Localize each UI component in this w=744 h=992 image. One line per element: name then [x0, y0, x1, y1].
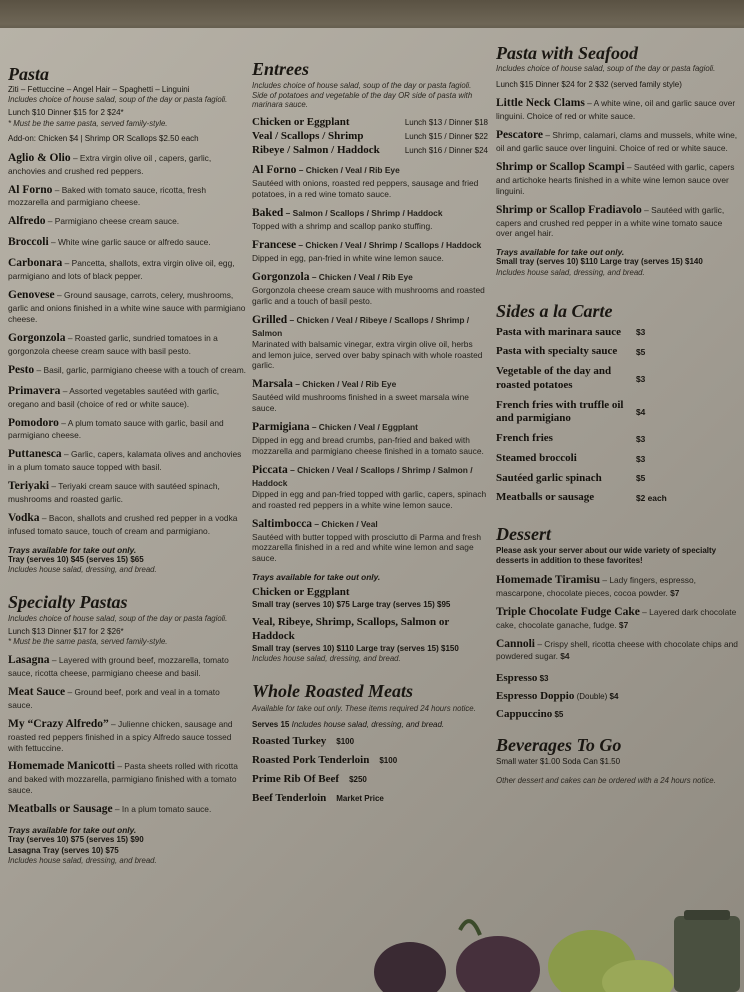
entree-price-table — [252, 116, 488, 157]
seafood-prices: Lunch $15 Dinner $24 for 2 $32 (served family style) — [496, 79, 682, 89]
menu-page — [0, 28, 744, 992]
entrees-note: Includes choice of house salad, soup of the day or pasta fagioli. Side of potatoes and vegetable of the day OR side of pasta with marinara sauce. — [252, 81, 473, 110]
dessert-name: Homemade Tiramisu — [496, 573, 601, 586]
dessert-description: – Layered dark chocolate cake, chocolate ganache, fudge. — [496, 606, 737, 630]
menu-item — [8, 416, 246, 442]
item-description: – Shrimp, calamari, clams and mussels, white wine, oil and garlic sauce over linguini. Choice of red or white sauce. — [496, 129, 738, 153]
meats-serves-label: Serves 15 — [252, 719, 290, 729]
menu-item — [8, 151, 246, 177]
seafood-note: Includes choice of house salad, soup of the day or pasta fagioli. — [496, 64, 716, 73]
sides-title: Sides a la Carte — [496, 300, 613, 321]
entree-name: Saltimbocca — [252, 517, 313, 530]
side-name: Sautéed garlic spinach — [496, 471, 602, 484]
side-item — [496, 472, 738, 486]
meat-item — [252, 750, 488, 768]
item-description: – Assorted vegetables sautéed with garlic, oregano and basil (choice of red or white sauce). — [8, 385, 220, 409]
side-name: Meatballs or sausage — [496, 491, 595, 504]
menu-item — [8, 511, 246, 537]
pasta-addon: Add-on: Chicken $4 | Shrimp OR Scallops $2.50 each — [8, 134, 199, 144]
coffee-price: $5 — [552, 710, 564, 720]
item-name: Gorgonzola — [8, 331, 66, 344]
meat-name: Roasted Turkey — [252, 735, 327, 748]
side-price: $5 — [636, 347, 646, 358]
meats-title: Whole Roasted Meats — [252, 681, 414, 702]
beverages-section — [496, 736, 738, 785]
meats-serves — [252, 720, 488, 730]
item-description: – Garlic, capers, kalamata olives and anchovies in a plum tomato sauce topped with basil. — [8, 449, 242, 473]
side-name: Pasta with specialty sauce — [496, 345, 618, 358]
entree-item — [252, 463, 488, 511]
entree-price-row — [252, 130, 488, 144]
dessert-description: – Lady fingers, espresso, mascarpone, chocolate pieces, cocoa powder. — [496, 574, 696, 598]
entree-trays-title: Trays available for take out only. — [252, 572, 381, 583]
item-name: Genovese — [8, 289, 55, 302]
side-item — [496, 432, 738, 446]
item-name: Broccoli — [8, 236, 49, 249]
specialty-title: Specialty Pastas — [8, 592, 128, 613]
item-name: Lasagna — [8, 653, 50, 666]
coffee-price: $3 — [537, 674, 549, 684]
entree-name: Parmigiana — [252, 421, 310, 434]
specialty-section — [8, 593, 246, 866]
entree-name: Gorgonzola — [252, 270, 310, 283]
pasta-title: Pasta — [8, 64, 50, 84]
specialty-includes-note: Includes choice of house salad, soup of the day or pasta fagioli. — [8, 614, 228, 624]
entree-options: – Chicken / Veal — [312, 518, 378, 529]
item-description: – Baked with tomato sauce, ricotta, fresh mozzarella and parmigiano cheese. — [8, 184, 207, 208]
entree-item — [252, 163, 488, 200]
menu-item — [8, 256, 246, 282]
item-description: – A white wine, oil and garlic sauce over linguini. Choice of red or white sauce. — [496, 98, 736, 122]
menu-item — [8, 653, 246, 679]
dessert-item — [496, 573, 738, 599]
entree-item — [252, 206, 488, 232]
entree-options: – Chicken / Veal / Shrimp / Scallops / Haddock — [296, 240, 482, 251]
side-price: $3 — [636, 453, 646, 464]
item-description: – Parmigiano cheese cream sauce. — [45, 216, 180, 227]
entree-category-price: Lunch $15 / Dinner $22 — [404, 131, 488, 141]
dessert-list — [496, 573, 738, 663]
menu-item — [8, 384, 246, 410]
item-name: Alfredo — [8, 215, 46, 228]
dessert-price: $7 — [667, 587, 680, 598]
dessert-name: Triple Chocolate Fudge Cake — [496, 605, 640, 618]
entree-description: Sautéed with onions, roasted red peppers, sausage and fried potatoes, in a red wine tomato sauce. — [252, 178, 479, 200]
jar-lid-shape — [684, 910, 730, 920]
entree-options: – Chicken / Veal / Ribeye / Scallops / Shrimp / Salmon — [252, 314, 470, 338]
menu-item — [496, 203, 738, 240]
column-right — [496, 44, 738, 786]
entree-tray1-name: Chicken or Eggplant — [252, 586, 350, 599]
side-item — [496, 326, 738, 340]
coffee-extra: (Double) — [574, 692, 608, 702]
item-name: Pescatore — [496, 128, 544, 141]
item-description: – Ground beef, pork and veal in a tomato sauce. — [8, 686, 220, 710]
entree-description: Sautéed wild mushrooms finished in a sweet marsala wine sauce. — [252, 392, 469, 414]
coffee-item — [496, 704, 738, 722]
menu-item — [8, 331, 246, 357]
menu-item — [8, 288, 246, 325]
menu-item — [496, 128, 738, 154]
entree-price-row — [252, 144, 488, 158]
side-item — [496, 491, 738, 505]
stem-shape — [460, 921, 480, 935]
item-name: Homemade Manicotti — [8, 760, 115, 773]
item-description: – Layered with ground beef, mozzarella, tomato sauce, ricotta cheese, parmigiano cheese and basil. — [8, 654, 229, 678]
item-name: Shrimp or Scallop Scampi — [496, 160, 625, 173]
entree-heading — [252, 463, 488, 489]
meats-list — [252, 731, 488, 806]
column-left — [8, 65, 246, 866]
meat-price: Market Price — [336, 794, 384, 804]
entree-name: Grilled — [252, 313, 288, 326]
entree-options: – Chicken / Veal / Scallops / Shrimp / Salmon / Haddock — [252, 464, 473, 488]
side-name: Steamed broccoli — [496, 451, 577, 464]
entree-item — [252, 313, 488, 372]
item-description: – Ground sausage, carrots, celery, mushrooms, garlic and onions finished in a white wine sauce with parmigiano cheese. — [8, 290, 246, 324]
item-description: – Basil, garlic, parmigiano cheese with a touch of cream. — [34, 364, 246, 375]
entree-options: – Salmon / Scallops / Shrimp / Haddock — [283, 208, 443, 219]
menu-item — [8, 685, 246, 711]
pasta-trays-title: Trays available for take out only. — [8, 544, 137, 555]
item-name: Shrimp or Scallop Fradiavolo — [496, 203, 642, 216]
meats-note: Available for take out only. These items required 24 hours notice. — [252, 704, 476, 714]
meat-item — [252, 731, 488, 749]
side-price: $5 — [636, 473, 646, 484]
entree-description: Gorgonzola cheese cream sauce with mushrooms and roasted garlic and a touch of basil pesto. — [252, 284, 485, 306]
entree-list — [252, 163, 488, 564]
seafood-title: Pasta with Seafood — [496, 43, 639, 63]
beverages-note: Other dessert and cakes can be ordered with a 24 hours notice. — [496, 775, 716, 785]
meat-name: Prime Rib Of Beef — [252, 773, 340, 786]
column-middle — [252, 60, 488, 806]
side-item — [496, 345, 738, 359]
side-item — [496, 452, 738, 466]
dessert-name: Cannoli — [496, 637, 535, 650]
entree-tray2-line: Small tray (serves 10) $110 Large tray (serves 15) $150 — [252, 643, 459, 653]
entree-name: Francese — [252, 239, 297, 252]
meat-item — [252, 788, 488, 806]
item-description: – Bacon, shallots and crushed red pepper in a vodka infused tomato sauce, touch of cream and parmigiano. — [8, 513, 238, 537]
coffee-price: $4 — [607, 692, 619, 702]
item-name: Teriyaki — [8, 480, 50, 493]
pasta-includes-note: Includes choice of house salad, soup of the day or pasta fagioli. — [8, 95, 228, 105]
pasta-trays-line: Tray (serves 10) $45 (serves 15) $65 — [8, 554, 144, 564]
specialty-list — [8, 653, 246, 817]
meat-price: $100 — [336, 737, 355, 747]
entree-category-price: Lunch $13 / Dinner $18 — [404, 118, 488, 128]
dessert-title: Dessert — [496, 524, 551, 545]
entree-item — [252, 420, 488, 457]
entree-category: Chicken or Eggplant — [252, 116, 350, 129]
entree-trays-note: Includes house salad, dressing, and bread. — [252, 654, 401, 664]
beverages-line: Small water $1.00 Soda Can $1.50 — [496, 757, 621, 767]
meat-item — [252, 769, 488, 787]
pasta-family-note: * Must be the same pasta, served family-style. — [8, 118, 168, 128]
menu-item — [8, 717, 246, 754]
specialty-trays-line2: Lasagna Tray (serves 10) $75 — [8, 845, 119, 855]
entree-heading — [252, 163, 488, 178]
pasta-types: Ziti – Fettuccine – Angel Hair – Spaghetti – Linguini — [8, 85, 190, 94]
meat-name: Roasted Pork Tenderloin — [252, 754, 370, 767]
entree-category: Ribeye / Salmon / Haddock — [252, 143, 380, 156]
entree-options: – Chicken / Veal / Eggplant — [309, 422, 418, 433]
entree-options: – Chicken / Veal / Rib Eye — [309, 271, 413, 282]
specialty-prices: Lunch $13 Dinner $17 for 2 $26* — [8, 626, 124, 636]
side-price: $4 — [636, 407, 646, 418]
entree-item — [252, 517, 488, 565]
pasta-trays-note: Includes house salad, dressing, and bread. — [8, 565, 157, 575]
coffee-item — [496, 686, 738, 704]
seafood-trays-line: Small tray (serves 10) $110 Large tray (serves 15) $140 — [496, 257, 703, 267]
dessert-item — [496, 605, 738, 631]
item-description: – Roasted garlic, sundried tomatoes in a gorgonzola cheese cream sauce with basil pesto. — [8, 332, 218, 356]
entree-options: – Chicken / Veal / Rib Eye — [296, 165, 400, 176]
pasta-section — [8, 65, 246, 575]
entree-options: – Chicken / Veal / Rib Eye — [292, 379, 397, 390]
entree-name: Al Forno — [252, 164, 297, 177]
dessert-price: $7 — [616, 619, 629, 630]
entree-category: Veal / Scallops / Shrimp — [252, 129, 364, 142]
entree-heading — [252, 270, 488, 285]
item-name: My “Crazy Alfredo” — [8, 717, 109, 730]
onion-shape — [456, 936, 540, 992]
item-description: – A plum tomato sauce with garlic, basil and parmigiano cheese. — [8, 417, 224, 441]
side-price: $3 — [636, 373, 646, 384]
menu-item — [8, 802, 246, 817]
side-item — [496, 399, 738, 427]
meats-section — [252, 682, 488, 806]
entree-heading — [252, 517, 488, 532]
meat-price: $100 — [379, 756, 398, 766]
item-description: – Extra virgin olive oil , capers, garlic, anchovies and crushed red peppers. — [8, 152, 212, 176]
side-name: French fries with truffle oil and parmigiano — [496, 398, 624, 425]
coffee-list — [496, 668, 738, 722]
coffee-name: Cappuccino — [496, 708, 553, 721]
menu-item — [8, 759, 246, 796]
entree-category-price: Lunch $16 / Dinner $24 — [404, 145, 488, 155]
entree-price-row — [252, 116, 488, 130]
entrees-section — [252, 60, 488, 664]
menu-item — [8, 214, 246, 229]
menu-item — [496, 96, 738, 122]
entree-tray1-line: Small tray (serves 10) $75 Large tray (serves 15) $95 — [252, 600, 451, 610]
item-description: – Julienne chicken, sausage and roasted red peppers finished in a spicy Alfredo sauce tossed with fettuccine. — [8, 718, 233, 753]
entrees-title: Entrees — [252, 59, 310, 79]
dessert-price: $4 — [557, 651, 570, 662]
meat-price: $250 — [349, 775, 367, 785]
dessert-intro: Please ask your server about our wide variety of specialty desserts in addition to these favorites! — [496, 546, 717, 566]
item-description: – Sautéed with garlic, capers and artichoke hearts finished in a white wine lemon sauce over linguini. — [496, 161, 735, 196]
seafood-trays-note: Includes house salad, dressing, and bread. — [496, 267, 645, 277]
entree-description: Dipped in egg and pan-fried topped with garlic, capers, spinach and roasted red peppers in a white wine lemon sauce. — [252, 488, 487, 510]
item-name: Aglio & Olio — [8, 151, 71, 164]
item-description: – Pancetta, shallots, extra virgin olive oil, egg, parmigiano and lots of black pepper. — [8, 258, 235, 282]
entree-description: Dipped in egg, pan-fried in white wine lemon sauce. — [252, 253, 444, 264]
entree-description: Marinated with balsamic vinegar, extra virgin olive oil, herbs and lemon juice, served over baby spinach with whole roasted garlic. — [252, 338, 483, 371]
entree-heading — [252, 238, 488, 253]
pasta-prices: Lunch $10 Dinner $15 for 2 $24* — [8, 108, 124, 118]
entree-heading — [252, 206, 488, 221]
side-price: $3 — [636, 433, 646, 444]
vegetables-illustration — [370, 910, 744, 992]
coffee-item — [496, 668, 738, 686]
item-description: – In a plum tomato sauce. — [112, 804, 212, 815]
item-description: – Sautéed with garlic, capers and crushed red pepper in a white wine tomato sauce over angel hair. — [496, 204, 725, 239]
seafood-section — [496, 44, 738, 278]
side-price: $3 — [636, 327, 646, 338]
pasta-list — [8, 151, 246, 537]
coffee-name: Espresso — [496, 672, 538, 685]
menu-item — [8, 447, 246, 473]
entree-heading — [252, 377, 488, 392]
coffee-name: Espresso Doppio — [496, 690, 575, 703]
menu-item — [8, 363, 246, 378]
entree-item — [252, 270, 488, 307]
entree-description: Dipped in egg and bread crumbs, pan-fried and baked with mozzarella and parmigiano cheese finished in a tomato sauce. — [252, 435, 484, 456]
dessert-section — [496, 525, 738, 722]
side-name: French fries — [496, 432, 553, 445]
specialty-trays-line1: Tray (serves 10) $75 (serves 15) $90 — [8, 835, 144, 845]
menu-item — [496, 160, 738, 197]
entree-name: Baked — [252, 207, 284, 220]
entree-name: Marsala — [252, 378, 293, 391]
entree-heading — [252, 313, 488, 339]
seafood-list — [496, 96, 738, 239]
item-description: – Pasta sheets rolled with ricotta and baked with mozzarella, parmigiano finished with a tomato sauce. — [8, 761, 238, 796]
specialty-trays-title: Trays available for take out only. — [8, 825, 137, 836]
entree-description: Sautéed with butter topped with prosciutto di Parma and fresh mozzarella finished in a red and white wine lemon and sage sauce. — [252, 531, 482, 564]
dessert-description: – Crispy shell, ricotta cheese with chocolate chips and powdered sugar. — [496, 638, 738, 662]
menu-item — [8, 235, 246, 250]
sides-section — [496, 302, 738, 506]
dessert-item — [496, 637, 738, 663]
entree-tray2-name: Veal, Ribeye, Shrimp, Scallops, Salmon or Haddock — [252, 616, 450, 643]
item-name: Pesto — [8, 363, 35, 376]
specialty-family-note: * Must be the same pasta, served family-style. — [8, 637, 168, 647]
side-item — [496, 365, 738, 393]
entree-name: Piccata — [252, 463, 288, 476]
entree-item — [252, 238, 488, 264]
meat-name: Beef Tenderloin — [252, 792, 327, 805]
item-name: Pomodoro — [8, 416, 59, 429]
specialty-trays-note: Includes house salad, dressing, and bread. — [8, 855, 157, 865]
meats-serves-note: Includes house salad, dressing, and bread. — [289, 719, 445, 729]
item-name: Meat Sauce — [8, 685, 66, 698]
entree-item — [252, 377, 488, 414]
menu-item — [8, 183, 246, 209]
menu-item — [8, 479, 246, 505]
item-name: Little Neck Clams — [496, 97, 585, 110]
item-name: Carbonara — [8, 257, 63, 270]
item-name: Al Forno — [8, 183, 53, 196]
side-name: Pasta with marinara sauce — [496, 325, 621, 338]
sides-list — [496, 326, 738, 506]
side-name: Vegetable of the day and roasted potatoes — [496, 365, 612, 391]
entree-heading — [252, 420, 488, 435]
item-description: – White wine garlic sauce or alfredo sauce. — [48, 237, 211, 248]
entree-description: Topped with a shrimp and scallop panko stuffing. — [252, 221, 433, 232]
item-description: – Teriyaki cream sauce with sautéed spinach, mushrooms and roasted garlic. — [8, 481, 220, 505]
jar-shape — [674, 916, 740, 992]
eggplant-shape — [374, 942, 446, 992]
seafood-trays-title: Trays available for take out only. — [496, 247, 625, 258]
item-name: Meatballs or Sausage — [8, 803, 113, 816]
item-name: Puttanesca — [8, 448, 62, 461]
beverages-title: Beverages To Go — [496, 735, 622, 756]
item-name: Primavera — [8, 384, 61, 397]
item-name: Vodka — [8, 512, 40, 525]
side-price: $2 each — [636, 493, 667, 504]
